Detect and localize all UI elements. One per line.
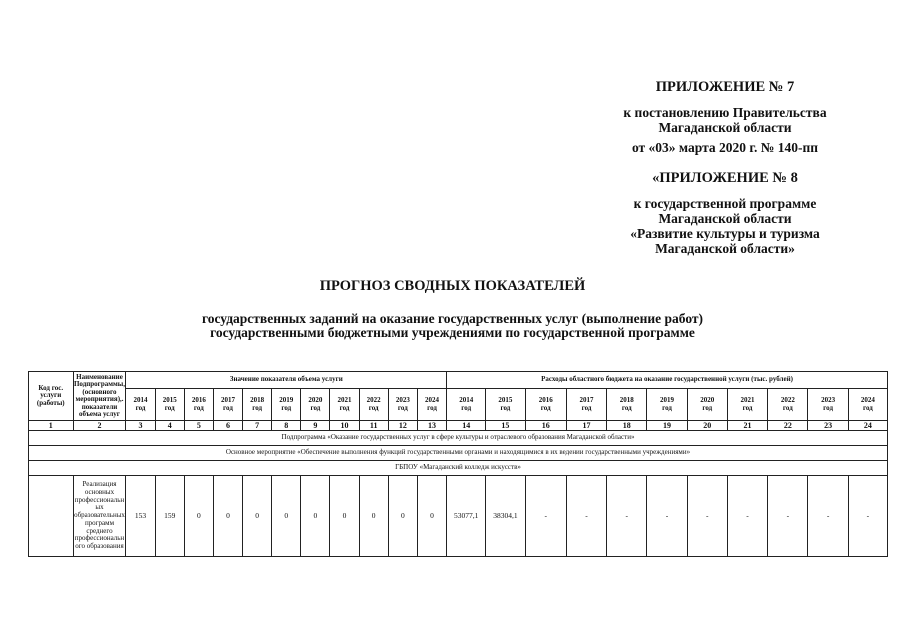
column-number: 18 xyxy=(607,421,647,431)
institution-row: ГБПОУ «Магаданский колледж искусств» xyxy=(29,461,888,476)
column-number: 20 xyxy=(687,421,727,431)
year-unit: год xyxy=(223,403,233,412)
expense-value: - xyxy=(687,476,727,557)
year-unit: год xyxy=(252,403,263,412)
year-unit: год xyxy=(281,403,292,412)
column-number: 21 xyxy=(727,421,767,431)
program-ref: к государственной программе xyxy=(633,196,817,211)
subtitle-line-1: государственных заданий на оказание государственных услуг (выполнение работ) xyxy=(201,311,704,326)
year-unit: год xyxy=(397,403,408,412)
program-region: Магаданской области xyxy=(658,211,792,226)
vol-year-2018 xyxy=(243,389,272,421)
year-label: 2018 xyxy=(619,396,634,404)
year-unit: год xyxy=(368,403,379,412)
main-event-row: Основное мероприятие «Обеспечение выполнения функций государственными органами и находящимися в их ведении государственными учреждениями» xyxy=(29,446,888,461)
volume-value: 0 xyxy=(272,476,301,557)
year-unit: год xyxy=(581,403,592,412)
appendix-8-number: «ПРИЛОЖЕНИЕ № 8 xyxy=(652,170,798,186)
expense-value: 38304,1 xyxy=(486,476,525,557)
year-label: 2020 xyxy=(700,396,715,404)
expense-value: - xyxy=(647,476,687,557)
expense-value: 53077,1 xyxy=(447,476,486,557)
volume-value: 0 xyxy=(184,476,213,557)
subtitle-line-2: государственными бюджетными учреждениями по государственной программе xyxy=(210,325,695,340)
expenses-group-header: Расходы областного бюджета на оказание государственной услуги (тыс. рублей) xyxy=(447,372,888,389)
year-label: 2022 xyxy=(780,396,795,404)
year-label: 2019 xyxy=(660,396,675,404)
year-unit: год xyxy=(662,403,672,412)
exp-year-2018 xyxy=(607,389,647,421)
vol-year-2015 xyxy=(155,389,184,421)
volume-value: 0 xyxy=(359,476,388,557)
exp-year-2014 xyxy=(447,389,486,421)
column-number: 13 xyxy=(417,421,446,431)
year-unit: год xyxy=(500,403,511,412)
year-unit: год xyxy=(164,403,175,412)
row-name: Реализация основных профессиональн ых образовательных программ среднего профессиональн ого образования xyxy=(73,476,126,557)
year-label: 2017 xyxy=(579,396,594,404)
column-number: 4 xyxy=(155,421,184,431)
expense-value: - xyxy=(768,476,808,557)
vol-year-2023 xyxy=(388,389,417,421)
column-number: 15 xyxy=(486,421,525,431)
column-number: 10 xyxy=(330,421,359,431)
row-code xyxy=(29,476,74,557)
year-label: 2021 xyxy=(740,396,755,404)
column-number: 19 xyxy=(647,421,687,431)
volume-value: 153 xyxy=(126,476,155,557)
year-unit: год xyxy=(621,403,632,412)
year-unit: год xyxy=(193,403,204,412)
volume-value: 0 xyxy=(330,476,359,557)
volume-value: 0 xyxy=(301,476,330,557)
exp-year-2022 xyxy=(768,389,808,421)
year-label: 2023 xyxy=(821,396,836,404)
appendix-header xyxy=(560,80,890,256)
expense-value: - xyxy=(808,476,848,557)
vol-year-2016 xyxy=(184,389,213,421)
column-number: 22 xyxy=(768,421,808,431)
year-unit: год xyxy=(540,403,551,412)
exp-year-2016 xyxy=(525,389,566,421)
volume-value: 0 xyxy=(388,476,417,557)
year-label: 2022 xyxy=(366,396,381,404)
column-number: 9 xyxy=(301,421,330,431)
year-unit: год xyxy=(310,403,321,412)
year-unit: год xyxy=(461,403,472,412)
year-label: 2016 xyxy=(191,396,206,404)
year-label: 2016 xyxy=(538,396,553,404)
year-label: 2021 xyxy=(337,396,352,404)
column-number: 6 xyxy=(213,421,242,431)
column-number: 11 xyxy=(359,421,388,431)
exp-year-2021 xyxy=(727,389,767,421)
column-number: 17 xyxy=(566,421,606,431)
column-number: 23 xyxy=(808,421,848,431)
document-title: ПРОГНОЗ СВОДНЫХ ПОКАЗАТЕЛЕЙ xyxy=(319,278,586,294)
year-unit: год xyxy=(135,403,146,412)
column-number: 5 xyxy=(184,421,213,431)
volume-value: 159 xyxy=(155,476,184,557)
column-number: 16 xyxy=(525,421,566,431)
year-label: 2015 xyxy=(162,396,177,404)
year-label: 2015 xyxy=(498,396,513,404)
vol-year-2024 xyxy=(417,389,446,421)
volume-value: 0 xyxy=(213,476,242,557)
program-name-region: Магаданской области» xyxy=(655,241,795,256)
column-number: 14 xyxy=(447,421,486,431)
column-number: 24 xyxy=(848,421,887,431)
appendix-ref: к постановлению Правительства xyxy=(623,105,827,120)
expense-value: - xyxy=(525,476,566,557)
volume-value: 0 xyxy=(417,476,446,557)
column-number: 7 xyxy=(243,421,272,431)
document-subtitle xyxy=(0,312,905,340)
appendix-number: ПРИЛОЖЕНИЕ № 7 xyxy=(655,79,795,95)
subprogram-row: Подпрограмма «Оказание государственных услуг в сфере культуры и отраслевого образования Магаданской области» xyxy=(29,431,888,446)
column-number: 1 xyxy=(29,421,74,431)
column-number: 12 xyxy=(388,421,417,431)
year-unit: год xyxy=(782,403,793,412)
expense-value: - xyxy=(607,476,647,557)
vol-year-2020 xyxy=(301,389,330,421)
year-label: 2014 xyxy=(133,396,148,404)
year-unit: год xyxy=(742,403,753,412)
column-number: 8 xyxy=(272,421,301,431)
year-label: 2024 xyxy=(425,396,439,404)
vol-year-2021 xyxy=(330,389,359,421)
year-unit: год xyxy=(823,403,833,412)
column-number: 3 xyxy=(126,421,155,431)
year-unit: год xyxy=(702,403,713,412)
year-label: 2024 xyxy=(860,396,875,404)
year-label: 2019 xyxy=(279,396,294,404)
year-label: 2020 xyxy=(308,396,323,404)
vol-year-2022 xyxy=(359,389,388,421)
appendix-date: от «03» марта 2020 г. № 140-пп xyxy=(631,140,819,155)
volume-group-header: Значение показателя объема услуги xyxy=(126,372,447,389)
year-label: 2014 xyxy=(459,396,474,404)
vol-year-2017 xyxy=(213,389,242,421)
year-label: 2017 xyxy=(220,396,235,404)
column-number: 2 xyxy=(73,421,126,431)
vol-year-2019 xyxy=(272,389,301,421)
exp-year-2020 xyxy=(687,389,727,421)
year-unit: год xyxy=(427,403,437,412)
year-unit: год xyxy=(862,403,873,412)
volume-value: 0 xyxy=(243,476,272,557)
expense-value: - xyxy=(848,476,887,557)
year-label: 2018 xyxy=(250,396,265,404)
exp-year-2024 xyxy=(848,389,887,421)
exp-year-2017 xyxy=(566,389,606,421)
exp-year-2015 xyxy=(486,389,525,421)
vol-year-2014 xyxy=(126,389,155,421)
exp-year-2019 xyxy=(647,389,687,421)
expense-value: - xyxy=(727,476,767,557)
year-label: 2023 xyxy=(395,396,410,404)
year-unit: год xyxy=(339,403,350,412)
expense-value: - xyxy=(566,476,606,557)
appendix-region: Магаданской области xyxy=(658,120,792,135)
exp-year-2023 xyxy=(808,389,848,421)
col-name-header: Наименование Подпрограммы, (основного мероприятия),. показатели объема услуг xyxy=(73,372,126,421)
indicators-table xyxy=(28,371,888,557)
program-name: «Развитие культуры и туризма xyxy=(630,226,820,241)
col-code-header: Код гос. услуги (работы) xyxy=(29,372,74,421)
